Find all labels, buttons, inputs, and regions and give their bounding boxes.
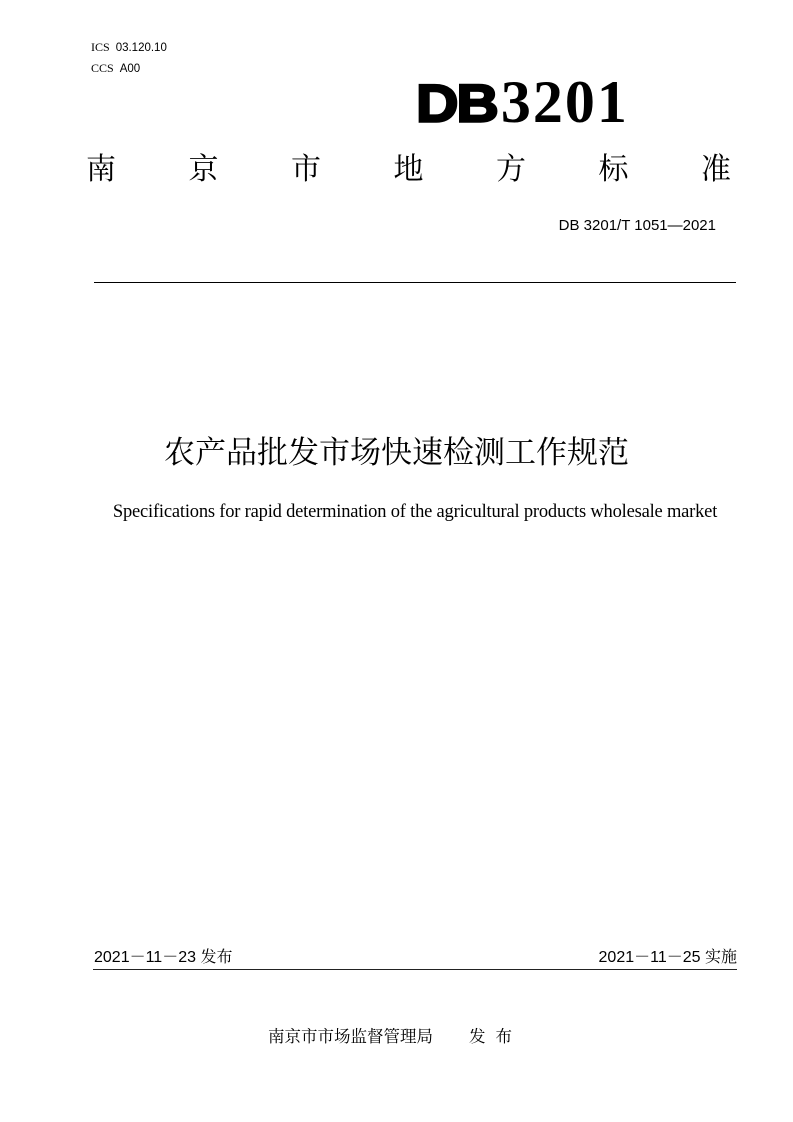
document-title-en: Specifications for rapid determination of the agricultural products wholesale market	[112, 502, 718, 522]
issuer-line	[268, 1026, 522, 1048]
ics-value: 03.120.10	[115, 42, 167, 54]
ccs-label: CCS	[91, 61, 114, 75]
standard-type-char: 京	[188, 152, 219, 187]
implement-date: 2021－11－25	[598, 949, 701, 966]
standard-type-char: 市	[291, 152, 321, 187]
publish-date-line	[94, 946, 232, 969]
implement-label: 实施	[704, 947, 737, 966]
standard-type-heading	[86, 150, 731, 190]
db-logo-prefix: DB	[416, 72, 497, 133]
ics-label: ICS	[91, 40, 110, 54]
ics-line	[91, 40, 167, 55]
header-divider	[94, 282, 736, 283]
standard-type-char: 准	[701, 152, 731, 187]
footer-divider	[93, 969, 737, 970]
standard-type-char: 方	[496, 152, 526, 187]
standard-type-char: 南	[86, 152, 116, 187]
issuer-action: 发布	[469, 1027, 522, 1046]
standard-type-char: 标	[598, 152, 629, 187]
db-logo-number: 3201	[500, 69, 629, 135]
standard-code: DB 3201/T 1051—2021	[558, 217, 716, 234]
document-title-cn: 农产品批发市场快速检测工作规范	[164, 435, 629, 471]
standard-type-char: 地	[393, 152, 424, 187]
implement-date-line	[599, 946, 737, 969]
publish-date: 2021－11－23	[94, 949, 197, 966]
publish-label: 发布	[200, 947, 233, 966]
db-logo	[416, 69, 629, 135]
ccs-value: A00	[119, 63, 141, 75]
ccs-line	[91, 61, 140, 76]
issuer-name: 南京市市场监督管理局	[268, 1027, 433, 1046]
